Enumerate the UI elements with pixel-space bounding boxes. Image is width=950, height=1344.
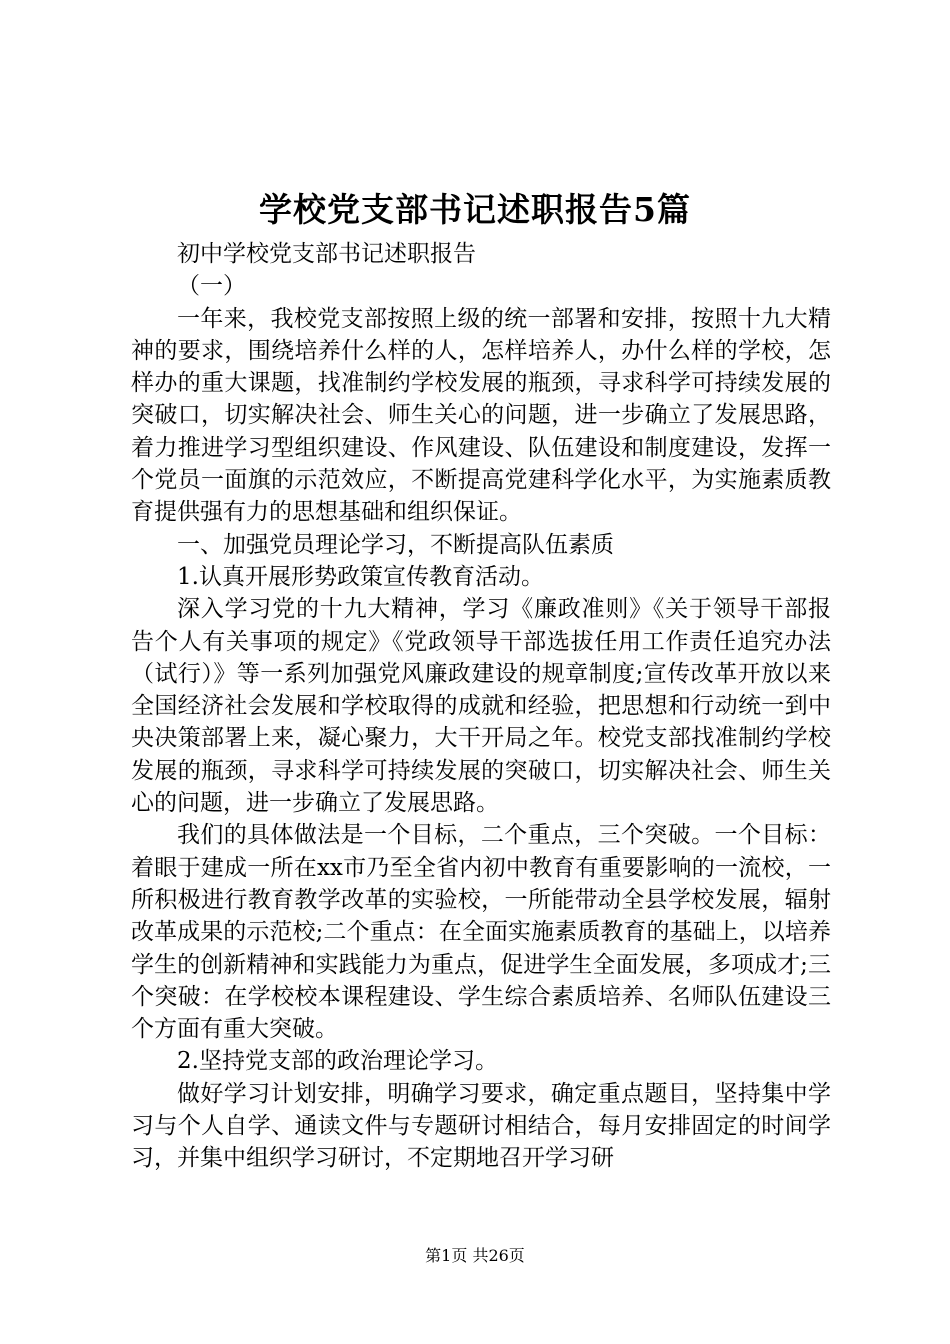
document-title: 学校党支部书记述职报告5篇 bbox=[259, 190, 691, 229]
sub-heading: 2.坚持党支部的政治理论学习。 bbox=[177, 1048, 498, 1075]
page-footer: 第1页 共26页 bbox=[425, 1246, 525, 1265]
paragraph: 深入学习党的十九大精神，学习《廉政准则》《关于领导干部报告个人有关事项的规定》《党政领导干部选拔任用工作责任追究办法（试行）》等一系列加强党风廉政建设的规章制度;宣传改革开放以来全国经济社会发展和学校取得的成就和经验，把思想和行动统一到中央决策部署上来，凝心聚力，大干开局之年。校党支部找准制约学校发展的瓶颈，寻求科学可持续发展的突破口，切实解决社会、师生关心的问题，进一步确立了发展思路。 bbox=[131, 596, 831, 817]
paragraph: 做好学习计划安排，明确学习要求，确定重点题目，坚持集中学习与个人自学、通读文件与专题研讨相结合，每月安排固定的时间学习，并集中组织学习研讨，不定期地召开学习研 bbox=[131, 1080, 831, 1172]
sub-heading: 1.认真开展形势政策宣传教育活动。 bbox=[177, 563, 544, 590]
subtitle: 初中学校党支部书记述职报告 bbox=[177, 241, 476, 267]
paragraph: 我们的具体做法是一个目标，二个重点，三个突破。一个目标：着眼于建成一所在xx市乃至全省内初中教育有重要影响的一流校，一所积极进行教育教学改革的实验校，一所能带动全县学校发展，辐射改革成果的示范校;二个重点：在全面实施素质教育的基础上，以培养学生的创新精神和实践能力为重点，促进学生全面发展，多项成才;三个突破：在学校校本课程建设、学生综合素质培养、名师队伍建设三个方面有重大突破。 bbox=[131, 822, 831, 1043]
paragraph: 一年来，我校党支部按照上级的统一部署和安排，按照十九大精神的要求，围绕培养什么样的人，怎样培养人，办什么样的学校，怎样办的重大课题，找准制约学校发展的瓶颈，寻求科学可持续发展的突破口，切实解决社会、师生关心的问题，进一步确立了发展思路，着力推进学习型组织建设、作风建设、队伍建设和制度建设，发挥一个党员一面旗的示范效应，不断提高党建科学化水平，为实施素质教育提供强有力的思想基础和组织保证。 bbox=[131, 305, 831, 526]
document-body bbox=[131, 238, 831, 1175]
section-number: （一） bbox=[177, 273, 246, 300]
section-heading: 一、加强党员理论学习，不断提高队伍素质 bbox=[177, 531, 614, 558]
